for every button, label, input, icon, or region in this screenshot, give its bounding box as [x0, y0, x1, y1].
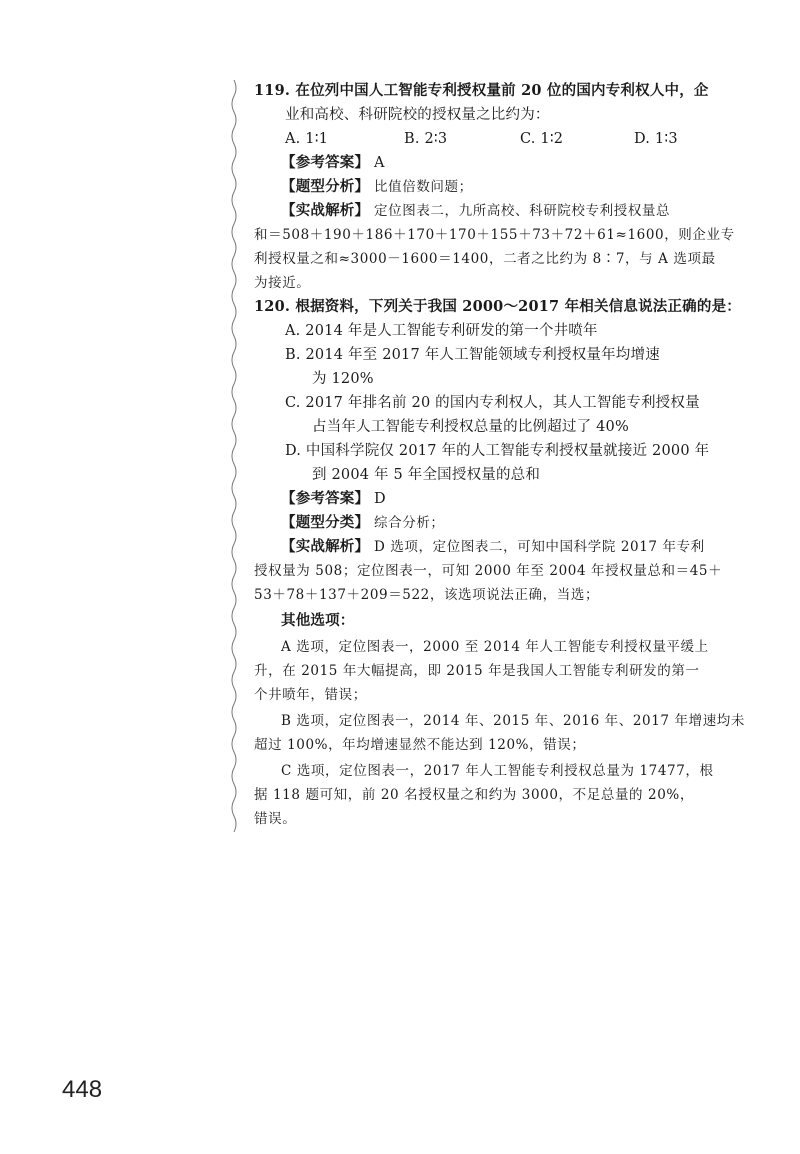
q120-option-a: A. 2014 年是人工智能专利研发的第一个井喷年: [285, 323, 598, 339]
analysis-label: 【实战解析】: [281, 203, 370, 219]
answer-value: D: [374, 491, 386, 507]
analysis-label: 【实战解析】: [281, 539, 370, 555]
type-label: 【题型分析】: [281, 179, 370, 195]
q120-option-b-cont: 为 120%: [312, 371, 374, 387]
q120-analysis-row: [281, 536, 705, 558]
analysis-line: 53＋78＋137＋209＝522，该选项说法正确，当选；: [254, 587, 600, 603]
q120-option-d: D. 中国科学院仅 2017 年的人工智能专利授权量就接近 2000 年: [285, 443, 710, 459]
analysis-line: 授权量为 508；定位图表一，可知 2000 年至 2004 年授权量总和＝45＋: [254, 563, 723, 579]
other-option-line: 据 118 题可知，前 20 名授权量之和约为 3000，不足总量的 20%，: [254, 787, 694, 803]
q120-option-b: B. 2014 年至 2017 年人工智能领域专利授权量年均增速: [285, 347, 660, 363]
other-option-line: 超过 100%，年均增速显然不能达到 120%，错误；: [254, 737, 586, 753]
type-value: 比值倍数问题；: [374, 179, 473, 195]
q119-option-b: B. 2∶3: [404, 131, 448, 147]
q119-option-c: C. 1∶2: [520, 131, 564, 147]
other-options-heading: 其他选项：: [281, 613, 355, 629]
q119-option-d: D. 1∶3: [634, 131, 678, 147]
other-option-line: 错误。: [254, 811, 297, 827]
q120-stem: 120. 根据资料，下列关于我国 2000～2017 年相关信息说法正确的是：: [254, 298, 741, 315]
other-option-line: B 选项，定位图表一，2014 年、2015 年、2016 年、2017 年增速均未: [281, 713, 746, 729]
analysis-line: 定位图表二，九所高校、科研院校专利授权量总: [374, 203, 671, 219]
margin-wavy-line: [228, 80, 240, 840]
q119-type-row: [281, 176, 473, 198]
q119-option-a: A. 1∶1: [285, 131, 329, 147]
q120-option-c: C. 2017 年排名前 20 的国内专利权人，其人工智能专利授权量: [285, 395, 700, 411]
analysis-line: 为接近。: [254, 275, 311, 291]
q120-option-d-cont: 到 2004 年 5 年全国授权量的总和: [312, 467, 541, 483]
other-option-line: 升，在 2015 年大幅提高，即 2015 年是我国人工智能专利研发的第一: [254, 663, 700, 679]
analysis-line: 和＝508＋190＋186＋170＋170＋155＋73＋72＋61≈1600，则企业专: [254, 227, 735, 243]
q119-answer-row: [281, 152, 385, 174]
type-label: 【题型分类】: [281, 515, 370, 531]
q119-analysis-row: [281, 200, 670, 222]
answer-label: 【参考答案】: [281, 491, 370, 507]
q120-answer-row: [281, 488, 386, 510]
answer-value: A: [374, 155, 385, 171]
other-option-line: 个井喷年，错误；: [254, 687, 367, 703]
page-number: 448: [62, 1076, 103, 1103]
other-option-line: A 选项，定位图表一，2000 至 2014 年人工智能专利授权量平缓上: [281, 639, 709, 655]
q119-stem-line2: 业和高校、科研院校的授权量之比约为：: [285, 107, 550, 123]
analysis-line: 利授权量之和≈3000－1600＝1400，二者之比约为 8∶7，与 A 选项最: [254, 251, 716, 267]
q119-stem-line1: 119. 在位列中国人工智能专利授权量前 20 位的国内专利权人中，企: [254, 82, 709, 99]
answer-label: 【参考答案】: [281, 155, 370, 171]
analysis-line: D 选项，定位图表二，可知中国科学院 2017 年专利: [374, 539, 705, 555]
q120-type-row: [281, 512, 445, 534]
type-value: 综合分析；: [374, 515, 445, 531]
q120-option-c-cont: 占当年人工智能专利授权总量的比例超过了 40%: [312, 419, 629, 435]
other-option-line: C 选项，定位图表一，2017 年人工智能专利授权总量为 17477，根: [281, 763, 714, 779]
